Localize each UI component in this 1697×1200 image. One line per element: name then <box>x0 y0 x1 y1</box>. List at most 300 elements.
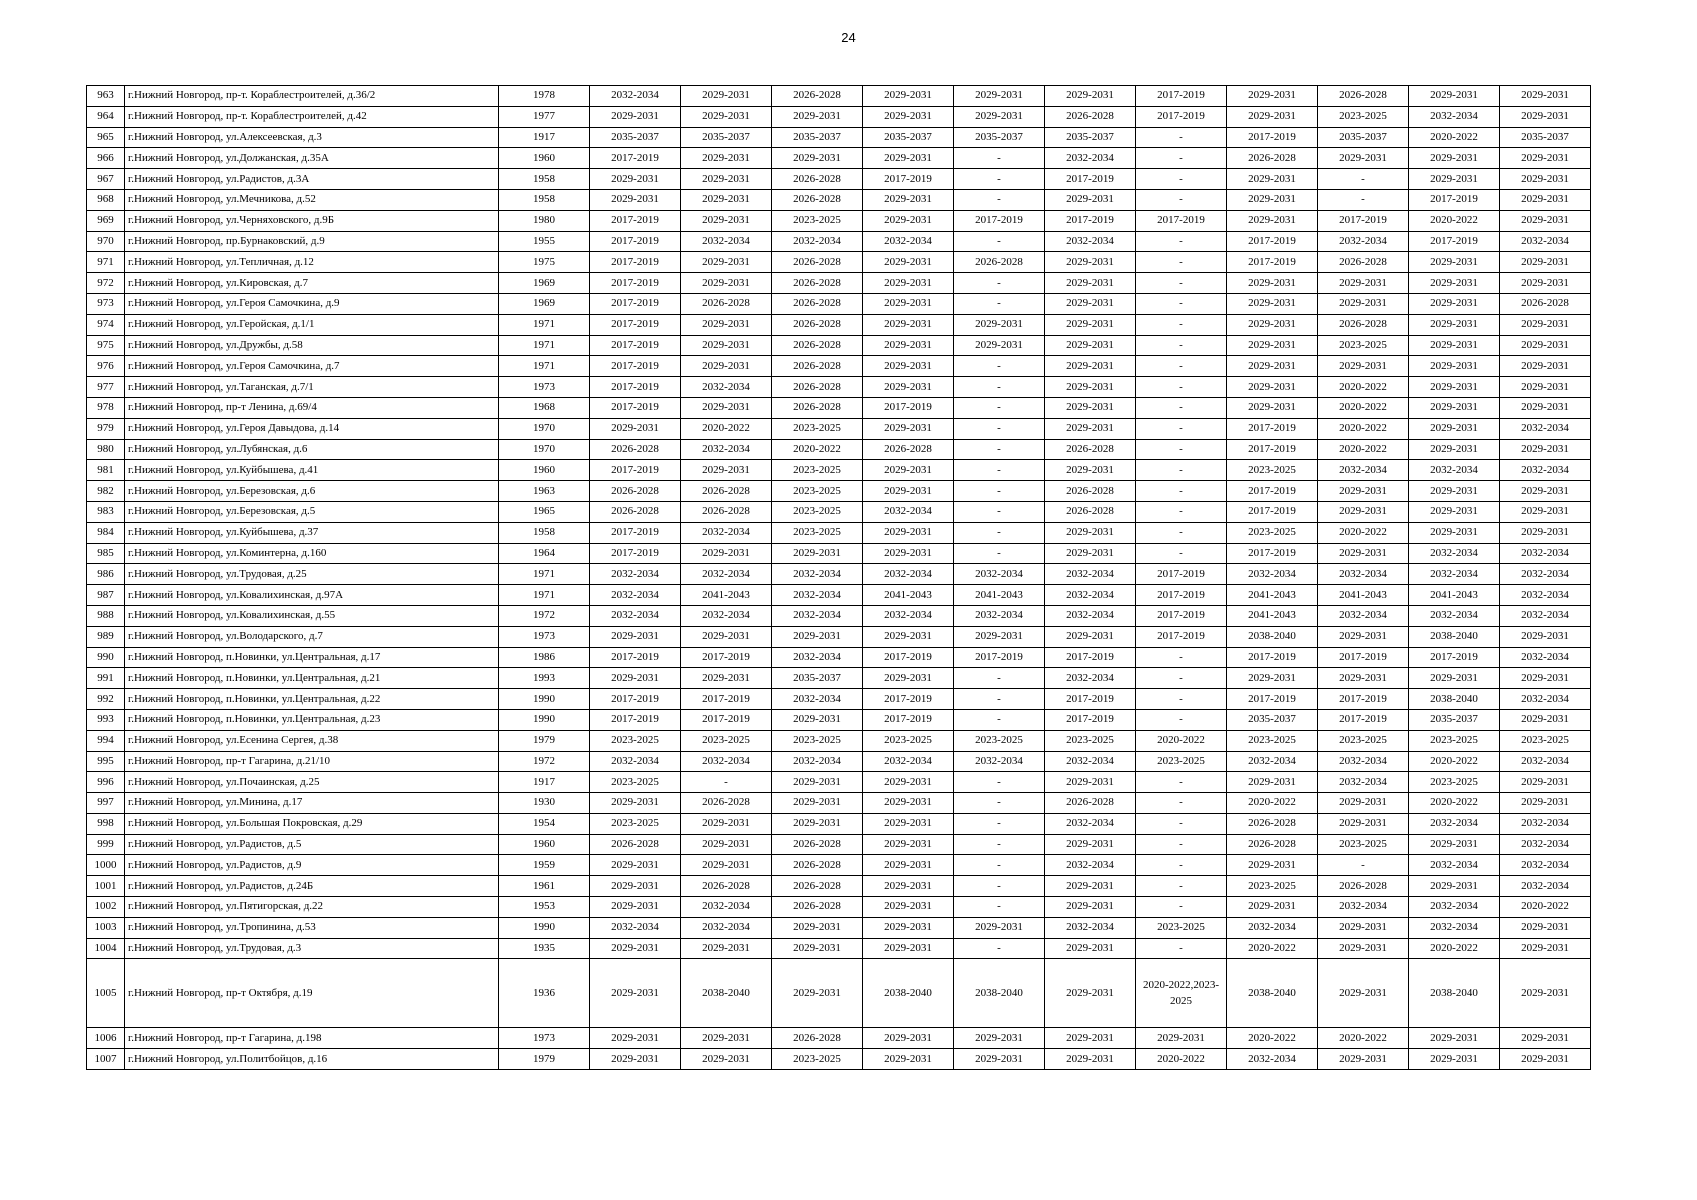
repair-period-cell: 2017-2019 <box>1227 231 1318 252</box>
repair-period-cell: 2017-2019 <box>590 543 681 564</box>
repair-period-cell: - <box>1136 460 1227 481</box>
table-row <box>87 668 1591 689</box>
address-cell: г.Нижний Новгород, ул.Героя Самочкина, д.9 <box>125 293 499 314</box>
repair-period-cell: 2017-2019 <box>1136 585 1227 606</box>
year-built-cell: 1960 <box>499 834 590 855</box>
repair-period-cell: 2032-2034 <box>1409 106 1500 127</box>
repair-period-cell: 2023-2025 <box>590 772 681 793</box>
repair-period-cell: - <box>1136 252 1227 273</box>
year-built-cell: 1959 <box>499 855 590 876</box>
repair-period-cell: 2032-2034 <box>1409 460 1500 481</box>
repair-period-cell: 2023-2025 <box>772 481 863 502</box>
repair-period-cell: 2026-2028 <box>681 793 772 814</box>
repair-period-cell: 2029-2031 <box>1136 1028 1227 1049</box>
repair-period-cell: 2029-2031 <box>863 418 954 439</box>
repair-period-cell: 2029-2031 <box>1227 335 1318 356</box>
row-number-cell: 999 <box>87 834 125 855</box>
repair-period-cell: 2032-2034 <box>1045 668 1136 689</box>
address-cell: г.Нижний Новгород, ул.Большая Покровская, д.29 <box>125 813 499 834</box>
repair-period-cell: 2017-2019 <box>681 689 772 710</box>
repair-period-cell: - <box>1136 793 1227 814</box>
repair-period-cell: 2032-2034 <box>1227 564 1318 585</box>
repair-period-cell: 2026-2028 <box>1318 876 1409 897</box>
address-cell: г.Нижний Новгород, ул.Дружбы, д.58 <box>125 335 499 356</box>
repair-period-cell: 2029-2031 <box>1500 959 1591 1028</box>
repair-period-cell: 2029-2031 <box>772 793 863 814</box>
repair-period-cell: 2029-2031 <box>1409 356 1500 377</box>
repair-period-cell: - <box>1136 189 1227 210</box>
repair-period-cell: - <box>954 501 1045 522</box>
repair-period-cell: 2029-2031 <box>863 293 954 314</box>
row-number-cell: 1001 <box>87 876 125 897</box>
repair-period-cell: - <box>1136 813 1227 834</box>
repair-period-cell: 2026-2028 <box>863 439 954 460</box>
table-row <box>87 959 1591 1028</box>
repair-period-cell: 2041-2043 <box>954 585 1045 606</box>
address-cell: г.Нижний Новгород, ул.Куйбышева, д.41 <box>125 460 499 481</box>
repair-period-cell: 2032-2034 <box>590 605 681 626</box>
table-row <box>87 210 1591 231</box>
repair-period-cell: 2029-2031 <box>681 335 772 356</box>
repair-period-cell: 2029-2031 <box>1409 481 1500 502</box>
year-built-cell: 1971 <box>499 335 590 356</box>
repair-period-cell: 2029-2031 <box>863 460 954 481</box>
row-number-cell: 1007 <box>87 1049 125 1070</box>
repair-period-cell: - <box>1136 356 1227 377</box>
repair-period-cell: 2038-2040 <box>1409 689 1500 710</box>
repair-period-cell: 2032-2034 <box>1500 564 1591 585</box>
address-cell: г.Нижний Новгород, ул.Володарского, д.7 <box>125 626 499 647</box>
repair-period-cell: 2029-2031 <box>1045 543 1136 564</box>
repair-period-cell: 2026-2028 <box>1045 439 1136 460</box>
repair-period-cell: 2029-2031 <box>863 273 954 294</box>
table-row <box>87 813 1591 834</box>
repair-period-cell: - <box>1136 897 1227 918</box>
repair-period-cell: - <box>1136 647 1227 668</box>
repair-period-cell: 2026-2028 <box>681 501 772 522</box>
repair-period-cell: 2023-2025 <box>1227 730 1318 751</box>
repair-period-cell: - <box>1136 834 1227 855</box>
address-cell: г.Нижний Новгород, ул.Трудовая, д.25 <box>125 564 499 585</box>
repair-period-cell: 2017-2019 <box>1136 86 1227 107</box>
year-built-cell: 1971 <box>499 564 590 585</box>
repair-period-cell: 2029-2031 <box>1227 377 1318 398</box>
repair-period-cell: 2017-2019 <box>590 460 681 481</box>
repair-period-cell: - <box>1136 418 1227 439</box>
repair-period-cell: 2026-2028 <box>772 356 863 377</box>
repair-period-cell: 2029-2031 <box>1045 314 1136 335</box>
repair-period-cell: 2032-2034 <box>681 522 772 543</box>
address-cell: г.Нижний Новгород, ул.Почаинская, д.25 <box>125 772 499 793</box>
repair-period-cell: 2029-2031 <box>1500 210 1591 231</box>
table-row <box>87 439 1591 460</box>
repair-period-cell: 2029-2031 <box>772 959 863 1028</box>
address-cell: г.Нижний Новгород, ул.Радистов, д.24Б <box>125 876 499 897</box>
repair-period-cell: 2035-2037 <box>1045 127 1136 148</box>
address-cell: г.Нижний Новгород, ул.Минина, д.17 <box>125 793 499 814</box>
repair-period-cell: 2032-2034 <box>681 231 772 252</box>
repair-period-cell: 2029-2031 <box>1500 793 1591 814</box>
repair-period-cell: - <box>1136 668 1227 689</box>
repair-period-cell: 2023-2025 <box>1409 730 1500 751</box>
repair-period-cell: - <box>1318 169 1409 190</box>
repair-period-cell: 2029-2031 <box>1045 252 1136 273</box>
address-cell: г.Нижний Новгород, ул.Мечникова, д.52 <box>125 189 499 210</box>
repair-period-cell: 2032-2034 <box>1409 543 1500 564</box>
year-built-cell: 1960 <box>499 148 590 169</box>
year-built-cell: 1965 <box>499 501 590 522</box>
repair-period-cell: - <box>954 668 1045 689</box>
repair-period-cell: 2020-2022 <box>1136 730 1227 751</box>
repair-period-cell: 2032-2034 <box>1318 751 1409 772</box>
row-number-cell: 979 <box>87 418 125 439</box>
table-row <box>87 793 1591 814</box>
address-cell: г.Нижний Новгород, ул.Тропинина, д.53 <box>125 917 499 938</box>
repair-period-cell: 2029-2031 <box>681 169 772 190</box>
repair-period-cell: 2029-2031 <box>772 938 863 959</box>
repair-period-cell: - <box>954 356 1045 377</box>
repair-period-cell: 2032-2034 <box>772 647 863 668</box>
repair-period-cell: 2029-2031 <box>1318 1049 1409 1070</box>
repair-period-cell: 2029-2031 <box>863 314 954 335</box>
repair-period-cell: 2029-2031 <box>863 876 954 897</box>
repair-period-cell: 2023-2025 <box>1227 460 1318 481</box>
register-sheet <box>86 85 1589 1070</box>
table-row <box>87 169 1591 190</box>
repair-period-cell: 2020-2022 <box>1318 418 1409 439</box>
table-row <box>87 1049 1591 1070</box>
repair-period-cell: 2032-2034 <box>1500 855 1591 876</box>
year-built-cell: 1936 <box>499 959 590 1028</box>
repair-period-cell: 2029-2031 <box>863 252 954 273</box>
repair-period-cell: - <box>954 543 1045 564</box>
repair-period-cell: 2032-2034 <box>1500 689 1591 710</box>
repair-period-cell: 2029-2031 <box>590 938 681 959</box>
repair-period-cell: 2029-2031 <box>772 543 863 564</box>
repair-period-cell: 2017-2019 <box>1227 647 1318 668</box>
repair-period-cell: 2029-2031 <box>772 148 863 169</box>
repair-period-cell: 2023-2025 <box>772 730 863 751</box>
repair-period-cell: 2041-2043 <box>1227 605 1318 626</box>
repair-period-cell: 2035-2037 <box>1227 709 1318 730</box>
repair-period-cell: 2026-2028 <box>1500 293 1591 314</box>
address-cell: г.Нижний Новгород, пр-т Гагарина, д.198 <box>125 1028 499 1049</box>
repair-period-cell: 2029-2031 <box>681 834 772 855</box>
repair-period-cell: 2029-2031 <box>1045 897 1136 918</box>
repair-period-cell: 2032-2034 <box>590 86 681 107</box>
repair-period-cell: 2029-2031 <box>681 813 772 834</box>
repair-period-cell: - <box>954 793 1045 814</box>
repair-period-cell: 2029-2031 <box>1045 397 1136 418</box>
table-row <box>87 709 1591 730</box>
repair-period-cell: 2017-2019 <box>1318 647 1409 668</box>
repair-period-cell: 2032-2034 <box>1409 897 1500 918</box>
repair-period-cell: 2029-2031 <box>1318 543 1409 564</box>
repair-period-cell: 2032-2034 <box>954 564 1045 585</box>
repair-period-cell: - <box>954 522 1045 543</box>
repair-period-cell: 2017-2019 <box>1318 689 1409 710</box>
repair-period-cell: 2023-2025 <box>772 210 863 231</box>
repair-period-cell: 2026-2028 <box>772 397 863 418</box>
year-built-cell: 1958 <box>499 522 590 543</box>
repair-period-cell: 2032-2034 <box>1318 231 1409 252</box>
address-cell: г.Нижний Новгород, ул.Радистов, д.5 <box>125 834 499 855</box>
year-built-cell: 1970 <box>499 439 590 460</box>
repair-period-cell: 2029-2031 <box>863 189 954 210</box>
row-number-cell: 992 <box>87 689 125 710</box>
table-row <box>87 751 1591 772</box>
repair-period-cell: 2029-2031 <box>1045 959 1136 1028</box>
repair-period-cell: - <box>1136 772 1227 793</box>
repair-period-cell: 2029-2031 <box>772 917 863 938</box>
repair-period-cell: 2029-2031 <box>954 86 1045 107</box>
repair-period-cell: 2032-2034 <box>1409 564 1500 585</box>
repair-period-cell: 2026-2028 <box>1045 501 1136 522</box>
repair-period-cell: 2029-2031 <box>1318 813 1409 834</box>
repair-period-cell: 2032-2034 <box>1318 772 1409 793</box>
repair-period-cell: 2032-2034 <box>681 605 772 626</box>
row-number-cell: 987 <box>87 585 125 606</box>
repair-period-cell: 2023-2025 <box>1318 730 1409 751</box>
repair-period-cell: 2029-2031 <box>1500 314 1591 335</box>
repair-period-cell: 2029-2031 <box>772 106 863 127</box>
repair-period-cell: 2023-2025 <box>772 501 863 522</box>
repair-period-cell: 2035-2037 <box>590 127 681 148</box>
repair-period-cell: 2032-2034 <box>1318 605 1409 626</box>
repair-period-cell: 2026-2028 <box>772 86 863 107</box>
year-built-cell: 1960 <box>499 460 590 481</box>
repair-period-cell: 2017-2019 <box>1136 626 1227 647</box>
repair-period-cell: 2017-2019 <box>590 709 681 730</box>
repair-period-cell: 2026-2028 <box>1227 834 1318 855</box>
repair-period-cell: 2029-2031 <box>863 834 954 855</box>
repair-period-cell: - <box>1136 709 1227 730</box>
repair-period-cell: 2020-2022 <box>681 418 772 439</box>
repair-period-cell: - <box>954 273 1045 294</box>
repair-period-cell: 2026-2028 <box>772 314 863 335</box>
table-row <box>87 876 1591 897</box>
repair-period-cell: 2032-2034 <box>863 231 954 252</box>
repair-period-cell: 2029-2031 <box>590 189 681 210</box>
row-number-cell: 986 <box>87 564 125 585</box>
table-row <box>87 293 1591 314</box>
repair-period-cell: 2032-2034 <box>681 917 772 938</box>
repair-period-cell: 2017-2019 <box>681 647 772 668</box>
repair-period-cell: - <box>954 189 1045 210</box>
repair-period-cell: 2023-2025 <box>1500 730 1591 751</box>
repair-period-cell: 2017-2019 <box>1227 127 1318 148</box>
repair-period-cell: - <box>954 148 1045 169</box>
repair-period-cell: 2032-2034 <box>1045 855 1136 876</box>
repair-period-cell: 2023-2025 <box>1409 772 1500 793</box>
repair-period-cell: 2032-2034 <box>1409 917 1500 938</box>
repair-period-cell: 2017-2019 <box>1045 709 1136 730</box>
repair-period-cell: 2032-2034 <box>1045 564 1136 585</box>
repair-period-cell: 2029-2031 <box>681 543 772 564</box>
row-number-cell: 969 <box>87 210 125 231</box>
repair-period-cell: - <box>954 397 1045 418</box>
repair-period-cell: 2032-2034 <box>1045 605 1136 626</box>
repair-period-cell: 2020-2022 <box>1318 397 1409 418</box>
repair-period-cell: 2029-2031 <box>590 169 681 190</box>
repair-period-cell: 2032-2034 <box>590 564 681 585</box>
repair-period-cell: 2029-2031 <box>681 252 772 273</box>
repair-period-cell: 2029-2031 <box>681 148 772 169</box>
table-row <box>87 501 1591 522</box>
repair-period-cell: 2020-2022 <box>1318 1028 1409 1049</box>
year-built-cell: 1990 <box>499 709 590 730</box>
repair-period-cell: 2029-2031 <box>863 813 954 834</box>
repair-period-cell: 2029-2031 <box>1500 1028 1591 1049</box>
year-built-cell: 1935 <box>499 938 590 959</box>
repair-period-cell: 2032-2034 <box>863 501 954 522</box>
repair-period-cell: - <box>1318 189 1409 210</box>
repair-period-cell: 2017-2019 <box>1045 169 1136 190</box>
repair-period-cell: 2026-2028 <box>590 834 681 855</box>
address-cell: г.Нижний Новгород, п.Новинки, ул.Центральная, д.23 <box>125 709 499 730</box>
repair-period-cell: 2029-2031 <box>1227 169 1318 190</box>
row-number-cell: 972 <box>87 273 125 294</box>
repair-period-cell: 2029-2031 <box>681 397 772 418</box>
repair-period-cell: - <box>1318 855 1409 876</box>
repair-period-cell: 2032-2034 <box>1500 876 1591 897</box>
year-built-cell: 1971 <box>499 356 590 377</box>
repair-period-cell: - <box>1136 148 1227 169</box>
repair-period-cell: 2029-2031 <box>1409 335 1500 356</box>
year-built-cell: 1958 <box>499 189 590 210</box>
repair-period-cell: 2026-2028 <box>772 834 863 855</box>
row-number-cell: 967 <box>87 169 125 190</box>
table-row <box>87 189 1591 210</box>
repair-period-cell: 2029-2031 <box>1409 1049 1500 1070</box>
repair-period-cell: 2026-2028 <box>590 481 681 502</box>
repair-period-cell: 2026-2028 <box>772 377 863 398</box>
repair-period-cell: 2020-2022 <box>1318 439 1409 460</box>
repair-period-cell: 2029-2031 <box>681 460 772 481</box>
repair-period-cell: - <box>1136 439 1227 460</box>
repair-period-cell: 2029-2031 <box>1500 86 1591 107</box>
repair-period-cell: 2023-2025 <box>1136 751 1227 772</box>
repair-period-cell: 2041-2043 <box>681 585 772 606</box>
row-number-cell: 976 <box>87 356 125 377</box>
table-row <box>87 834 1591 855</box>
repair-period-cell: 2032-2034 <box>681 751 772 772</box>
repair-period-cell: 2029-2031 <box>1409 418 1500 439</box>
table-row <box>87 1028 1591 1049</box>
repair-period-cell: 2029-2031 <box>1409 834 1500 855</box>
repair-period-cell: 2026-2028 <box>772 855 863 876</box>
repair-period-cell: 2029-2031 <box>772 772 863 793</box>
repair-period-cell: 2029-2031 <box>1227 86 1318 107</box>
repair-period-cell: 2029-2031 <box>1227 273 1318 294</box>
table-body <box>87 86 1591 1070</box>
repair-period-cell: 2029-2031 <box>863 481 954 502</box>
year-built-cell: 1977 <box>499 106 590 127</box>
repair-period-cell: 2032-2034 <box>863 751 954 772</box>
repair-period-cell: - <box>954 231 1045 252</box>
repair-period-cell: 2029-2031 <box>1409 273 1500 294</box>
repair-period-cell: 2029-2031 <box>1045 356 1136 377</box>
table-row <box>87 855 1591 876</box>
repair-period-cell: 2029-2031 <box>1500 481 1591 502</box>
repair-period-cell: 2032-2034 <box>1500 418 1591 439</box>
address-cell: г.Нижний Новгород, ул.Героя Самочкина, д.7 <box>125 356 499 377</box>
repair-period-cell: 2029-2031 <box>590 626 681 647</box>
repair-period-cell: 2026-2028 <box>1045 793 1136 814</box>
repair-period-cell: 2032-2034 <box>1500 605 1591 626</box>
repair-period-cell: 2032-2034 <box>772 605 863 626</box>
repair-period-cell: 2032-2034 <box>1227 1049 1318 1070</box>
year-built-cell: 1971 <box>499 585 590 606</box>
repair-period-cell: 2035-2037 <box>863 127 954 148</box>
repair-period-cell: 2032-2034 <box>1045 751 1136 772</box>
year-built-cell: 1972 <box>499 605 590 626</box>
repair-period-cell: 2032-2034 <box>590 917 681 938</box>
page-number: 24 <box>841 30 856 45</box>
repair-period-cell: 2029-2031 <box>954 106 1045 127</box>
repair-period-cell: 2023-2025 <box>1227 876 1318 897</box>
repair-period-cell: - <box>954 293 1045 314</box>
repair-period-cell: 2035-2037 <box>1409 709 1500 730</box>
repair-period-cell: - <box>954 439 1045 460</box>
row-number-cell: 968 <box>87 189 125 210</box>
repair-period-cell: - <box>954 418 1045 439</box>
repair-period-cell: 2032-2034 <box>863 605 954 626</box>
repair-period-cell: 2017-2019 <box>1227 439 1318 460</box>
address-cell: г.Нижний Новгород, ул.Кировская, д.7 <box>125 273 499 294</box>
repair-period-cell: 2029-2031 <box>1409 293 1500 314</box>
repair-period-cell: 2029-2031 <box>1318 626 1409 647</box>
repair-period-cell: 2026-2028 <box>681 481 772 502</box>
repair-period-cell: 2023-2025 <box>772 522 863 543</box>
repair-period-cell: 2029-2031 <box>1227 293 1318 314</box>
row-number-cell: 966 <box>87 148 125 169</box>
repair-period-cell: 2029-2031 <box>1227 189 1318 210</box>
repair-period-cell: 2026-2028 <box>590 501 681 522</box>
repair-period-cell: 2032-2034 <box>590 751 681 772</box>
year-built-cell: 1978 <box>499 86 590 107</box>
repair-period-cell: 2017-2019 <box>863 709 954 730</box>
repair-period-cell: 2032-2034 <box>1227 751 1318 772</box>
year-built-cell: 1917 <box>499 127 590 148</box>
repair-period-cell: 2020-2022,2023-2025 <box>1136 959 1227 1028</box>
row-number-cell: 973 <box>87 293 125 314</box>
repair-period-cell: 2020-2022 <box>1318 377 1409 398</box>
repair-period-cell: 2029-2031 <box>1409 1028 1500 1049</box>
repair-period-cell: 2029-2031 <box>1045 626 1136 647</box>
row-number-cell: 963 <box>87 86 125 107</box>
repair-period-cell: 2029-2031 <box>1227 314 1318 335</box>
row-number-cell: 1000 <box>87 855 125 876</box>
repair-period-cell: 2029-2031 <box>1318 959 1409 1028</box>
address-cell: г.Нижний Новгород, пр-т Гагарина, д.21/10 <box>125 751 499 772</box>
repair-period-cell: 2029-2031 <box>863 86 954 107</box>
table-row <box>87 314 1591 335</box>
row-number-cell: 970 <box>87 231 125 252</box>
repair-period-cell: 2029-2031 <box>1500 917 1591 938</box>
repair-period-cell: 2026-2028 <box>772 169 863 190</box>
table-row <box>87 605 1591 626</box>
repair-period-cell: 2029-2031 <box>1318 148 1409 169</box>
repair-period-cell: 2026-2028 <box>1045 106 1136 127</box>
repair-period-cell: 2026-2028 <box>772 1028 863 1049</box>
repair-period-cell: 2017-2019 <box>590 231 681 252</box>
address-cell: г.Нижний Новгород, п.Новинки, ул.Центральная, д.22 <box>125 689 499 710</box>
repair-period-cell: 2041-2043 <box>1227 585 1318 606</box>
repair-period-cell: 2029-2031 <box>681 855 772 876</box>
repair-period-cell: 2029-2031 <box>1045 273 1136 294</box>
repair-period-cell: 2029-2031 <box>1409 668 1500 689</box>
